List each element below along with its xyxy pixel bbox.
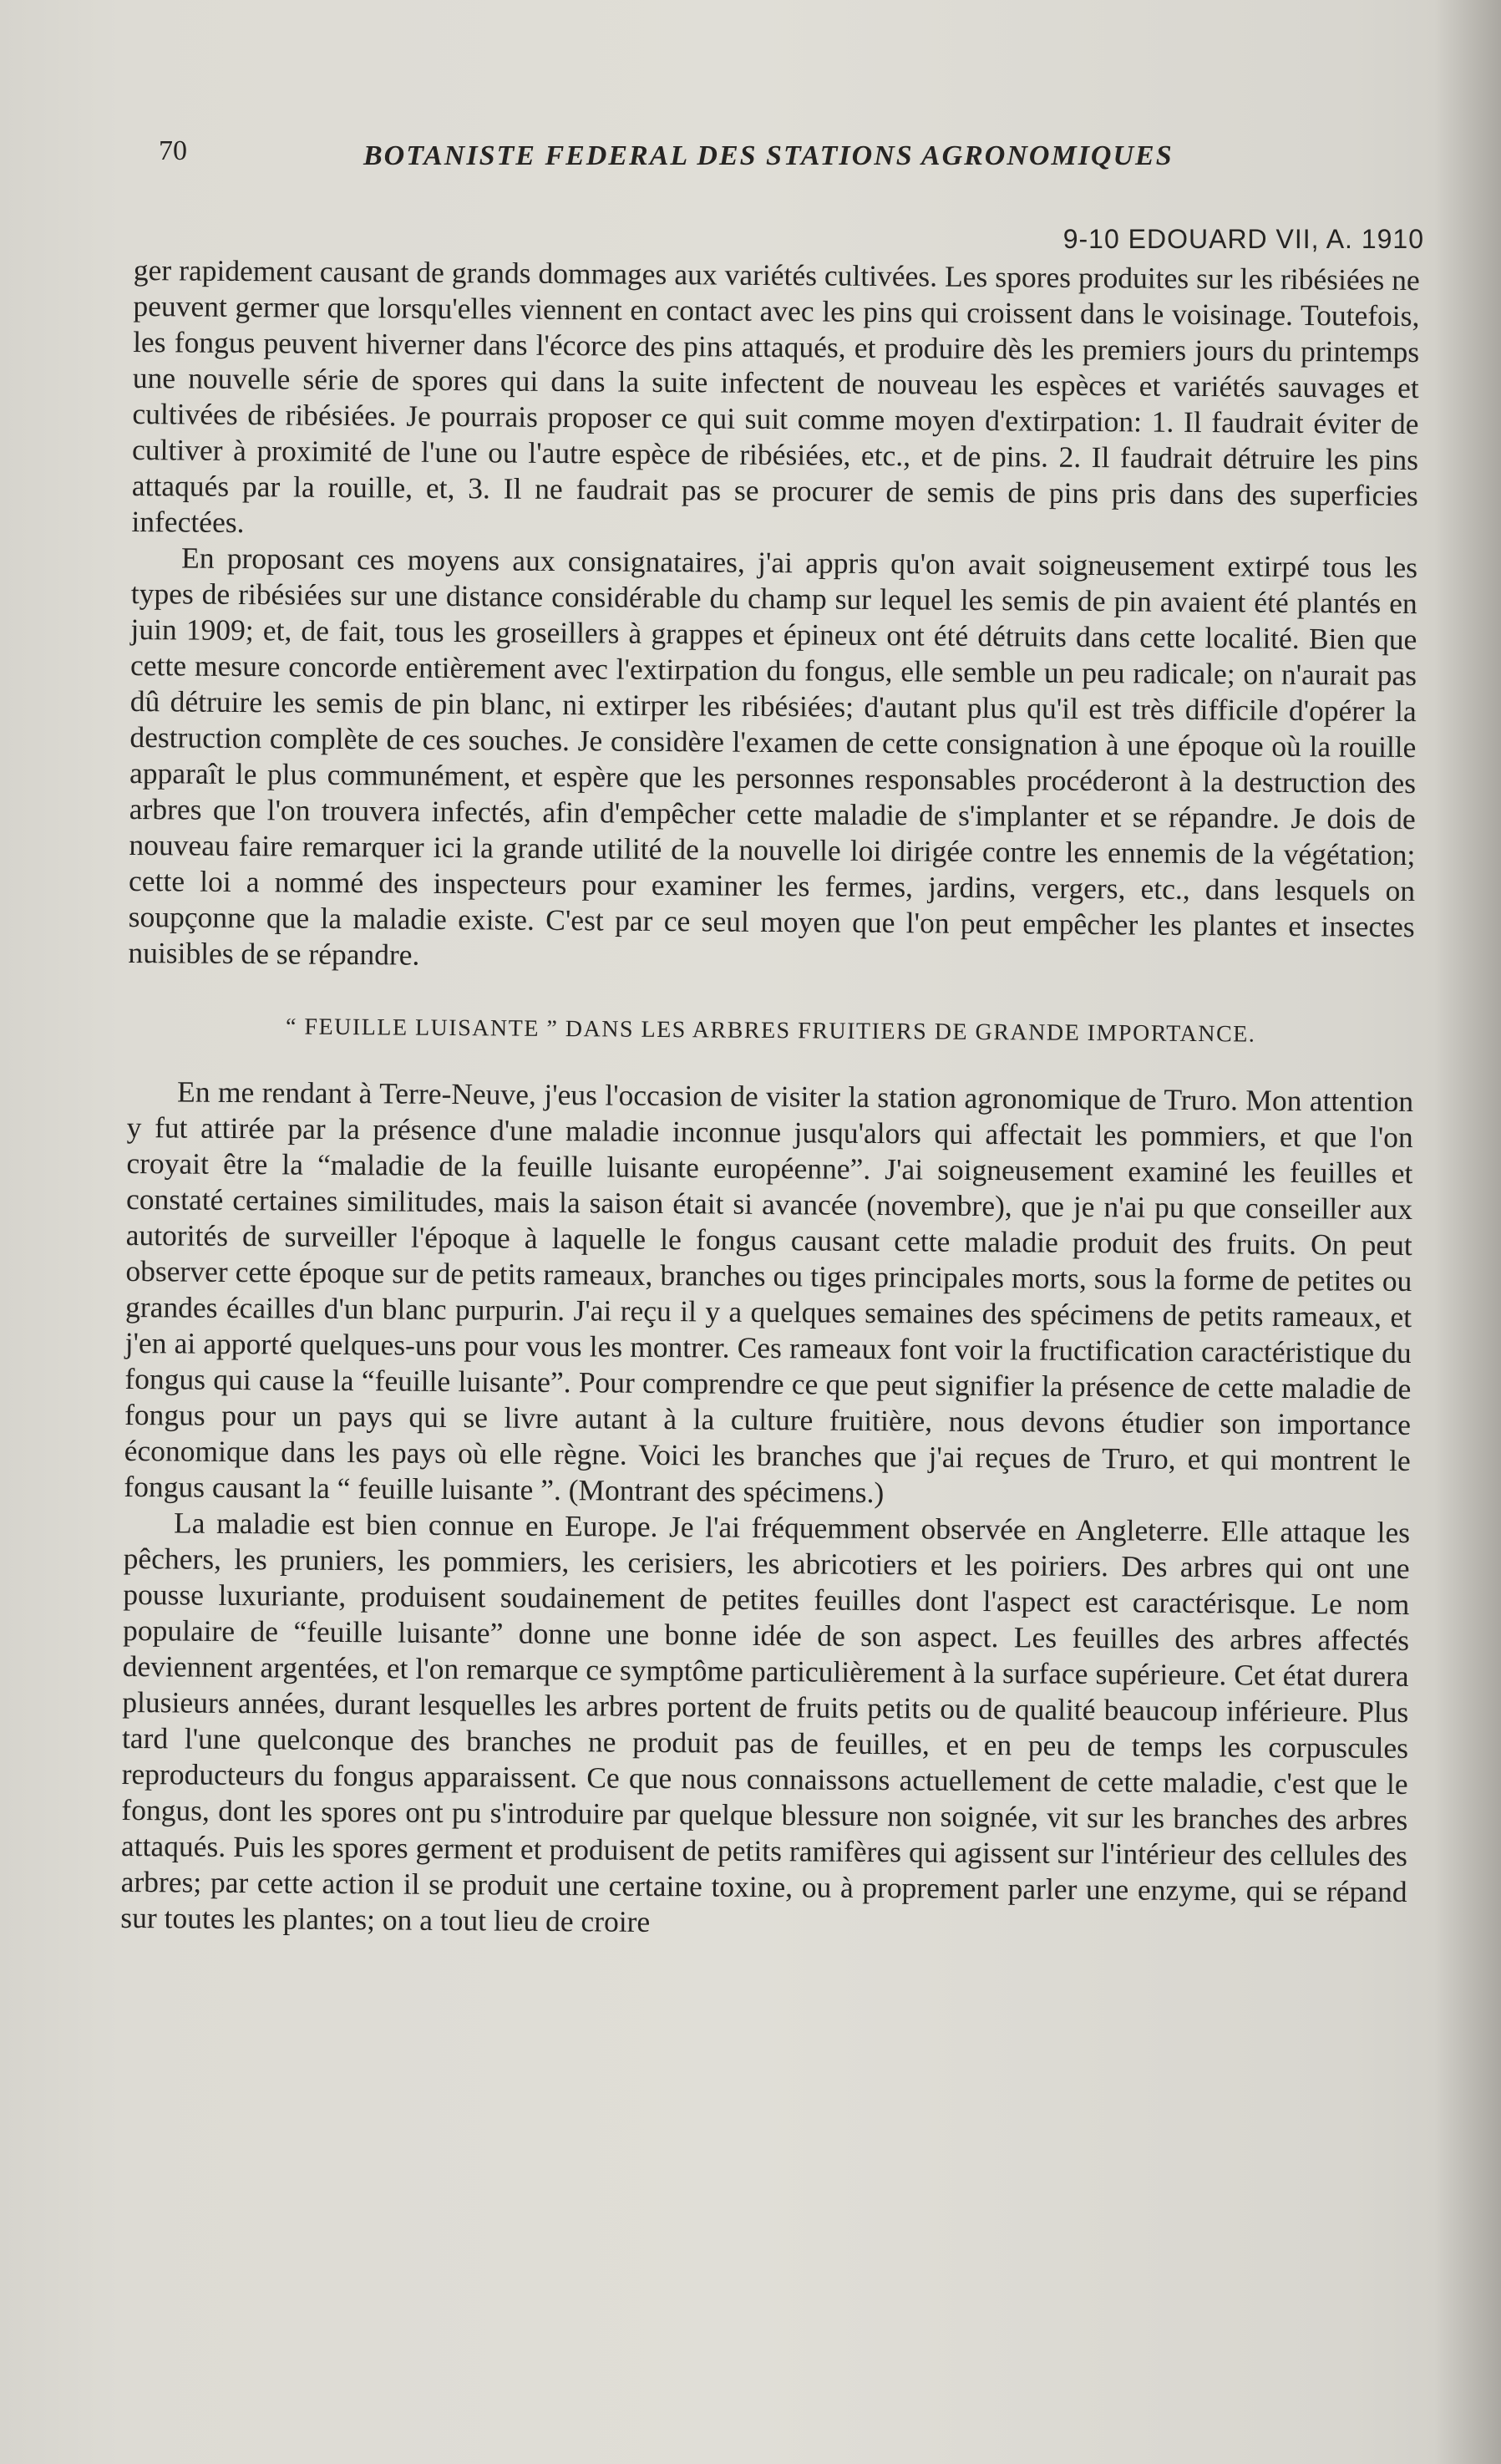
- session-label: 9-10 EDOUARD VII, A. 1910: [1062, 224, 1424, 254]
- paragraph: La maladie est bien connue en Europe. Je l'ai fréquemment observée en Angleterre. Elle attaque les pêchers, les pruniers, les pommiers, les cerisiers, les abricotiers et les poiriers. Des arbres qui ont une pousse luxuriante, produisent soudainement de petites feuilles dont l'aspect est caractérisque. Le nom populaire de “feuille luisante” donne une bonne idée de son aspect. Les feuilles des arbres affectés deviennent argentées, et l'on remarque ce symptôme particulièrement à la surface supérieure. Cet état durera plusieurs années, durant lesquelles les arbres portent de fruits petits ou de qualité beaucoup inférieure. Plus tard l'une quelconque des branches ne produit pas de feuilles, et en peu de temps les corpuscules reproducteurs du fongus apparaissent. Ce que nous connaissons actuellement de cette maladie, c'est que le fongus, dont les spores ont pu s'introduire par quelque blessure non soignée, vit sur les branches des arbres attaqués. Puis les spores germent et produisent de petits ramifères qui agissent sur l'intérieur des cellules des arbres; par cette action il se produit une certaine toxine, ou à proprement parler une enzyme, qui se répand sur toutes les plantes; on a tout lieu de croire: [120, 1506, 1411, 1938]
- running-title: BOTANISTE FEDERAL DES STATIONS AGRONOMIQUES: [363, 140, 1174, 171]
- page-number: 70: [159, 135, 187, 166]
- paragraph: ger rapidement causant de grands dommages aux variétés cultivées. Les spores produites sur les ribésiées ne peuvent germer que lorsqu'elles viennent en contact avec les pins qui croissent dans le voisinage. Toutefois, les fongus peuvent hiverner dans l'écorce des pins attaqués, et produire dès les premiers jours du printemps une nouvelle série de spores qui dans la suite infectent de nouveau les espèces et variétés sauvages et cultivées de ribésiées. Je pourrais proposer ce qui suit comme moyen d'extirpation: 1. Il faudrait éviter de cultiver à proximité de l'une ou l'autre espèce de ribésiées, etc., et de pins. 2. Il faudrait détruire les pins attaqués par la rouille, et, 3. Il ne faudrait pas se procurer de semis de pins pris dans des superficies infectées.: [131, 252, 1420, 540]
- body-text: [120, 252, 1420, 1946]
- section-heading: “ FEUILLE LUISANTE ” DANS LES ARBRES FRUITIERS DE GRANDE IMPORTANCE.: [285, 1014, 1256, 1048]
- paragraph: En me rendant à Terre-Neuve, j'eus l'occasion de visiter la station agronomique de Truro. Mon attention y fut attirée par la présence d'une maladie inconnue jusqu'alors qui affectait les pommiers, et que l'on croyait être la “maladie de la feuille luisante européenne”. J'ai soigneusement examiné les feuilles et constaté certaines similitudes, mais la saison était si avancée (novembre), que je n'ai pu que conseiller aux autorités de surveiller l'époque à laquelle le fongus causant cette maladie produit des fruits. On peut observer cette époque sur de petits rameaux, branches ou tiges principales morts, sous la forme de petites ou grandes écailles d'un blanc purpurin. J'ai reçu il y a quelques semaines des spécimens de petits rameaux, et j'en ai apporté quelques-uns pour vous les montrer. Ces rameaux font voir la fructification caractéristique du fongus qui cause la “feuille luisante”. Pour comprendre ce que peut signifier la présence de cette maladie de fongus pour un pays qui se livre autant à la culture fruitière, nous devons étudier son importance économique dans les pays où elle règne. Voici les branches que j'ai reçues de Truro, et qui montrent le fongus causant la “ feuille luisante ”. (Montrant des spécimens.): [124, 1075, 1414, 1510]
- page-header: [159, 135, 1428, 177]
- paragraph: En proposant ces moyens aux consignataires, j'ai appris qu'on avait soigneusement extirpé tous les types de ribésiées sur une distance considérable du champ sur lequel les semis de pin avaient été plantés en juin 1909; et, de fait, tous les groseillers à grappes et épineux ont été détruits dans cette localité. Bien que cette mesure concorde entièrement avec l'extirpation du fongus, elle semble un peu radicale; on n'aurait pas dû détruire les semis de pin blanc, ni extirper les ribésiées; d'autant plus qu'il est très difficile d'opérer la destruction complète de ces souches. Je considère l'examen de cette consignation à une époque où la rouille apparaît le plus communément, et espère que les personnes responsables procéderont à la destruction des arbres que l'on trouvera infectés, afin d'empêcher cette maladie de s'implanter et se répandre. Je dois de nouveau faire remarquer ici la grande utilité de la nouvelle loi dirigée contre les ennemis de la végétation; cette loi a nommé des inspecteurs pour examiner les fermes, jardins, vergers, etc., dans lesquels on soupçonne que la maladie existe. C'est par ce seul moyen que l'on peut empêcher les plantes et insectes nuisibles de se répandre.: [128, 541, 1418, 972]
- binding-shadow: [1434, 0, 1501, 2464]
